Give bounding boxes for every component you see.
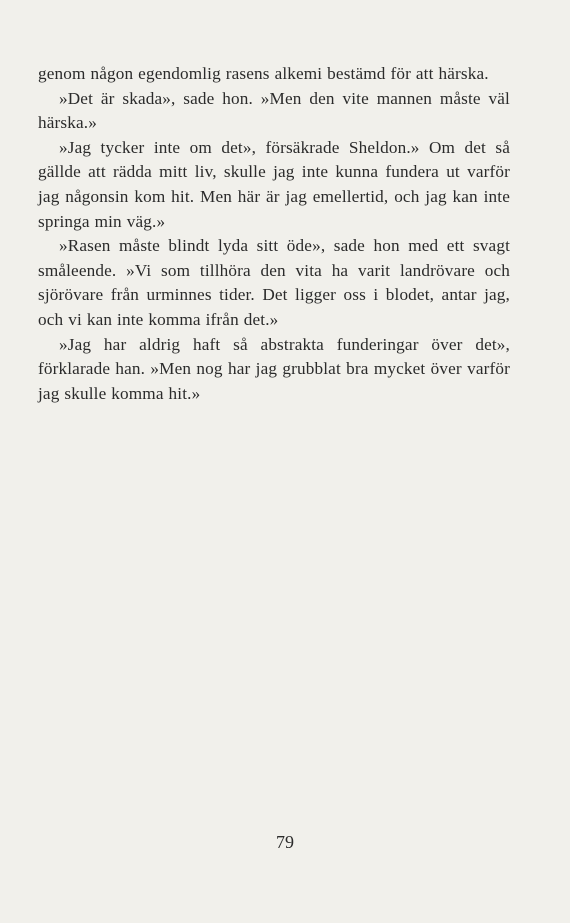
paragraph-4: »Rasen måste blindt lyda sitt öde», sade hon med ett svagt småleende. »Vi som tillhöra den vita ha varit landrövare och sjörövare från urminnes tider. Det ligger oss i blodet, antar jag, och vi kan inte komma ifrån det.» (38, 236, 510, 329)
paragraph-1: genom någon egendomlig rasens alkemi bestämd för att härska. (38, 64, 489, 83)
paragraph-2: »Det är skada», sade hon. »Men den vite mannen måste väl härska.» (38, 88, 510, 133)
page-number: 79 (276, 832, 294, 852)
paragraph-3: »Jag tycker inte om det», försäkrade Sheldon.» Om det så gällde att rädda mitt liv, skulle jag inte kunna fundera ut varför jag någonsin kom hit. Men här är jag emellertid, och jag kan inte springa min väg.» (38, 137, 510, 231)
body-text (38, 62, 510, 406)
paragraph-5: »Jag har aldrig haft så abstrakta funderingar över det», förklarade han. »Men nog har jag grubblat bra mycket över varför jag skulle komma hit.» (38, 334, 510, 403)
